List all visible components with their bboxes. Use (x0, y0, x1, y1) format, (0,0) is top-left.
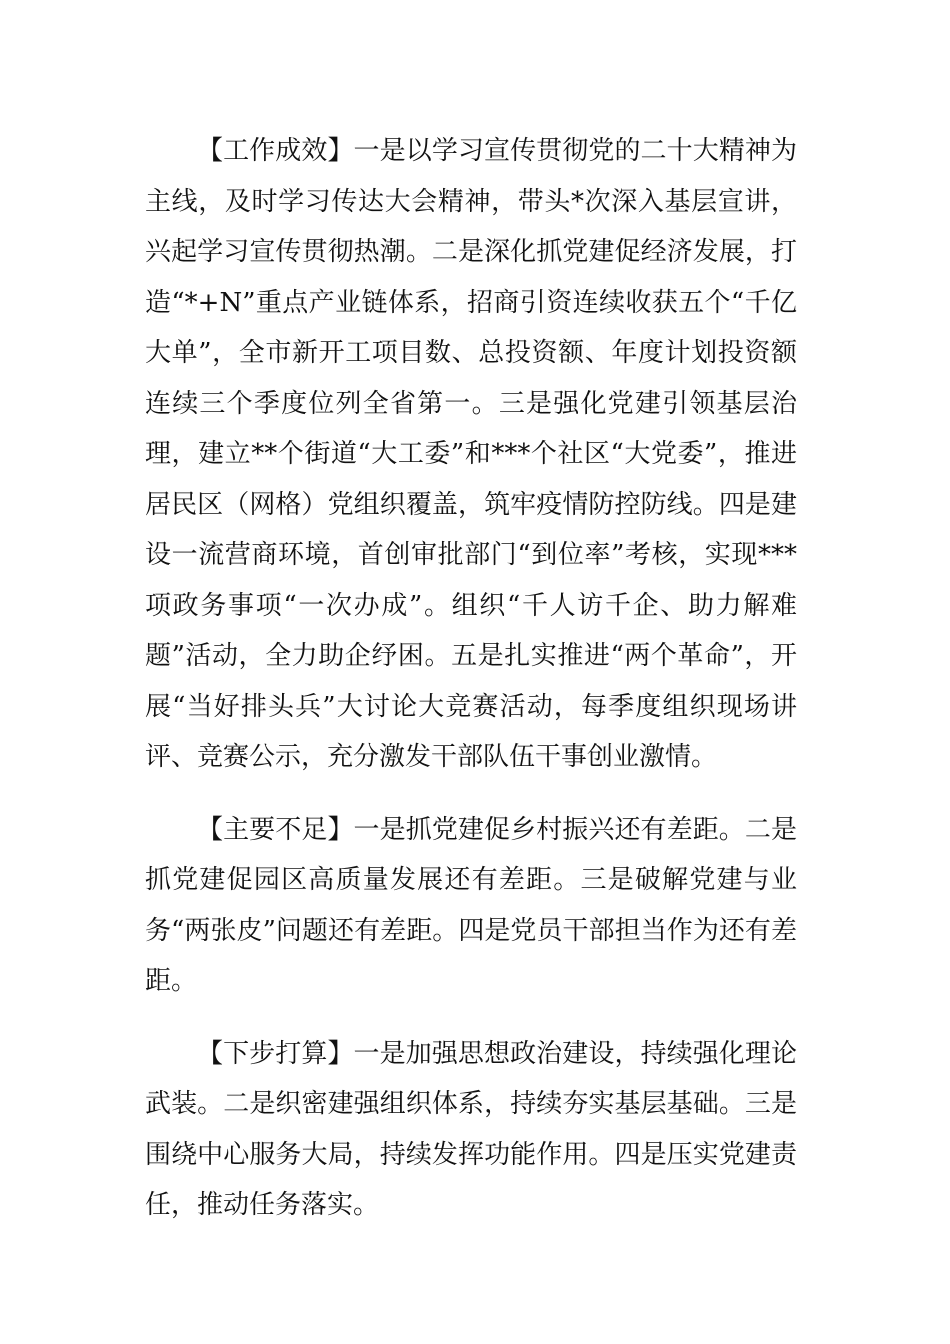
section-heading-main-shortcomings: 【主要不足】 (197, 814, 354, 845)
section-text-work-results: 一是以学习宣传贯彻党的二十大精神为主线，及时学习传达大会精神，带头*次深入基层宣讲，兴起学习宣传贯彻热潮。二是深化抓党建促经济发展，打造“*+N”重点产业链体系，招商引资连续收获五个“千亿大单”，全市新开工项目数、总投资额、年度计划投资额连续三个季度位列全省第一。三是强化党建引领基层治理，建立**个街道“大工委”和***个社区“大党委”，推进居民区（网格）党组织覆盖，筑牢疫情防控防线。四是建设一流营商环境，首创审批部门“到位率”考核，实现***项政务事项“一次办成”。组织“千人访千企、助力解难题”活动，全力助企纾困。五是扎实推进“两个革命”，开展“当好排头兵”大讨论大竞赛活动，每季度组织现场讲评、竞赛公示，充分激发干部队伍干事创业激情。 (145, 136, 797, 772)
section-heading-next-steps: 【下步打算】 (197, 1038, 354, 1069)
paragraph-work-results (145, 126, 797, 783)
section-text-main-shortcomings: 一是抓党建促乡村振兴还有差距。二是抓党建促园区高质量发展还有差距。三是破解党建与业务“两张皮”问题还有差距。四是党员干部担当作为还有差距。 (145, 814, 797, 996)
paragraph-main-shortcomings (145, 805, 797, 1007)
section-heading-work-results: 【工作成效】 (197, 136, 354, 166)
paragraph-next-steps (145, 1029, 797, 1231)
section-text-next-steps: 一是加强思想政治建设，持续强化理论武装。二是织密建强组织体系，持续夯实基层基础。三是围绕中心服务大局，持续发挥功能作用。四是压实党建责任，推动任务落实。 (145, 1038, 797, 1220)
document-body (145, 126, 797, 1231)
